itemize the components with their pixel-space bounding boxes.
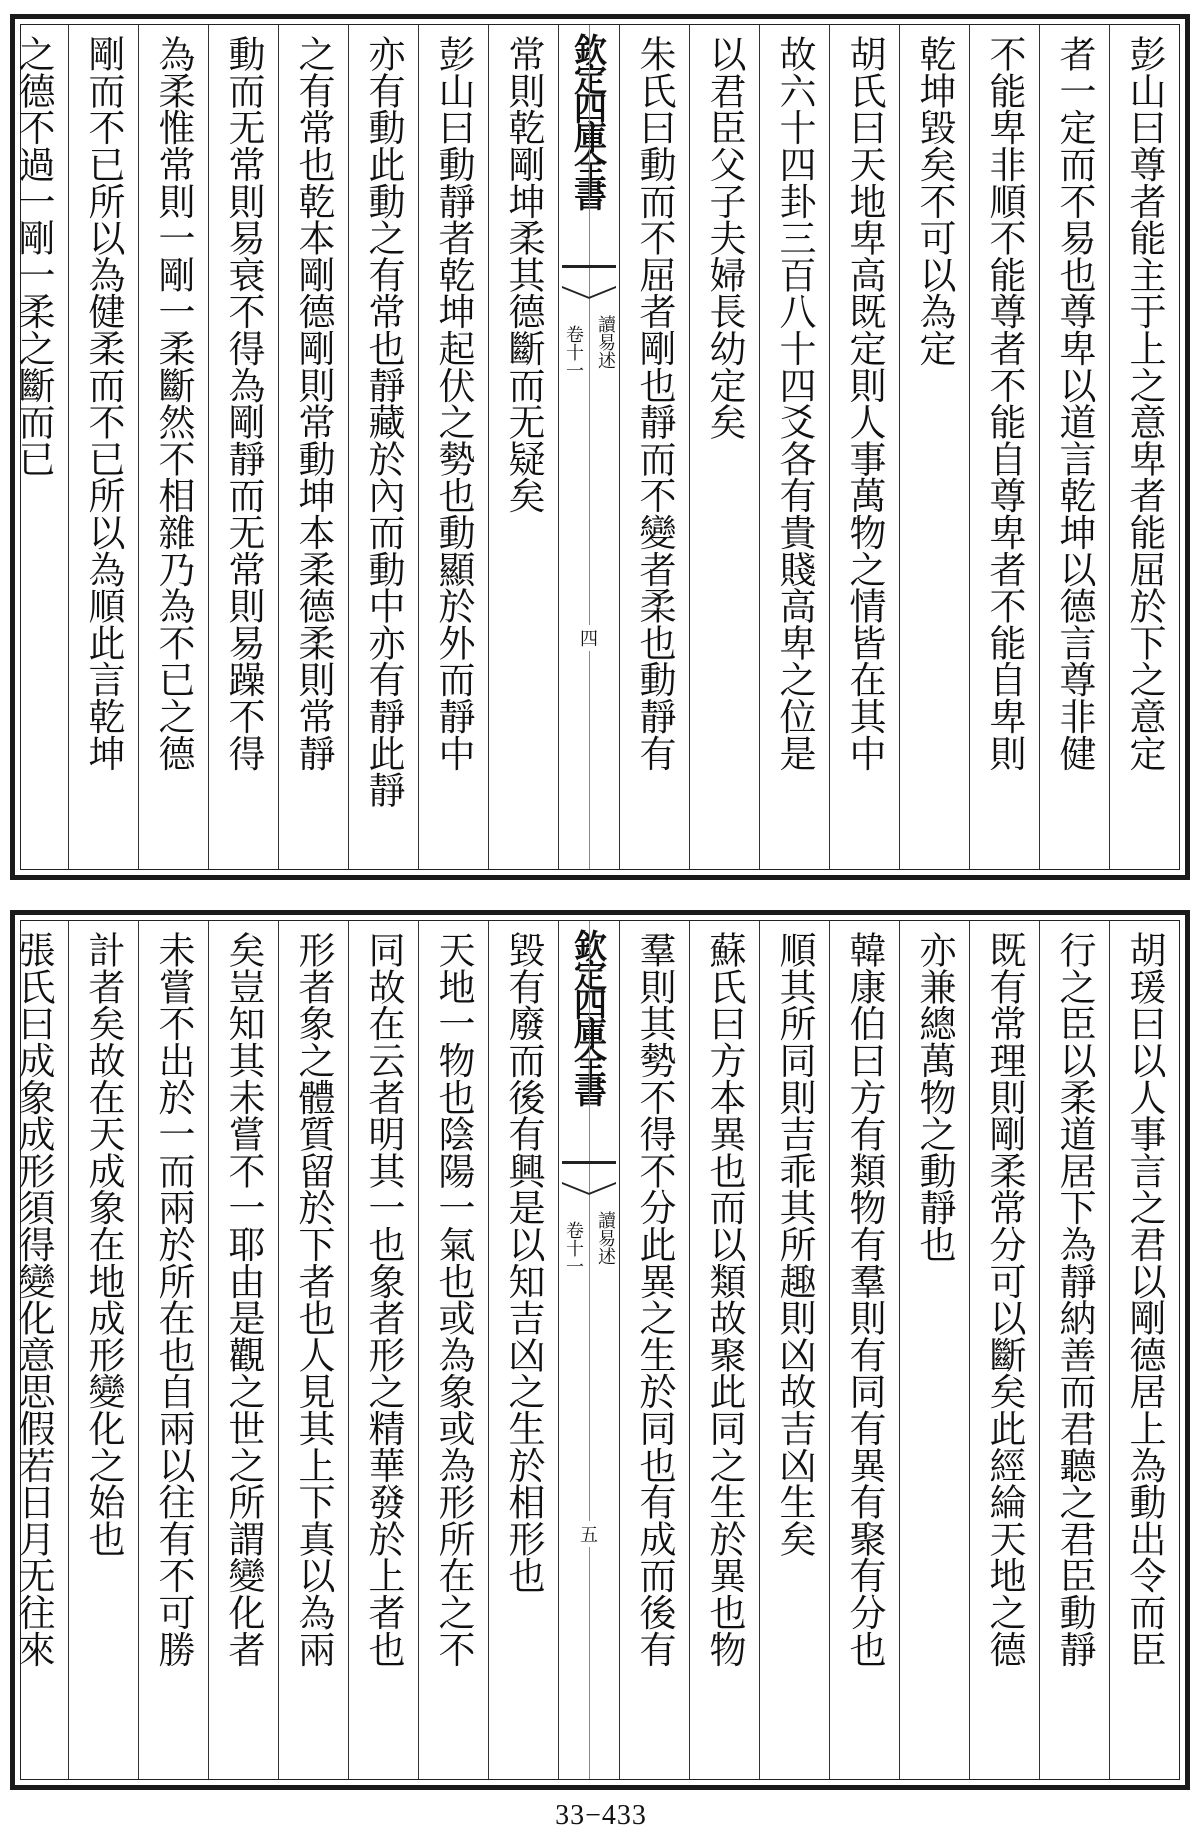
footer-page-number: 33−433 xyxy=(555,1800,647,1831)
text-column: 不能卑非順不能尊者不能自尊卑者不能自卑則 xyxy=(969,25,1039,869)
text-column: 彭山曰尊者能主于上之意卑者能屈於下之意定 xyxy=(1109,25,1179,869)
center-fold-margin xyxy=(558,25,619,869)
text-column: 羣則其勢不得不分此異之生於同也有成而後有 xyxy=(619,921,689,1779)
text-column: 亦有動此動之有常也靜藏於內而動中亦有靜此靜 xyxy=(348,25,418,869)
text-column: 順其所同則吉乖其所趣則凶故吉凶生矣 xyxy=(759,921,829,1779)
text-column: 乾坤毀矣不可以為定 xyxy=(899,25,969,869)
text-column: 矣豈知其未嘗不一耶由是觀之世之所謂變化者 xyxy=(208,921,278,1779)
text-column: 胡氏曰天地卑高既定則人事萬物之情皆在其中 xyxy=(829,25,899,869)
book-title: 讀易述 xyxy=(595,315,616,369)
text-column: 行之臣以柔道居下為靜納善而君聽之君臣動靜 xyxy=(1039,921,1109,1779)
text-column: 同故在云者明其一也象者形之精華發於上者也 xyxy=(348,921,418,1779)
text-column: 形者象之體質留於下者也人見其上下真以為兩 xyxy=(278,921,348,1779)
text-column: 彭山曰動靜者乾坤起伏之勢也動顯於外而靜中 xyxy=(418,25,488,869)
text-column: 毀有廢而後有興是以知吉凶之生於相形也 xyxy=(488,921,558,1779)
book-title: 讀易述 xyxy=(595,1211,616,1265)
page-number: 五 xyxy=(559,1521,619,1547)
center-rule xyxy=(589,921,590,1779)
center-rule xyxy=(589,25,590,869)
fish-tail-ornament xyxy=(562,1161,616,1186)
volume-label: 卷十一 xyxy=(563,325,584,379)
text-column: 計者矣故在天成象在地成形變化之始也 xyxy=(68,921,138,1779)
bottom-page-frame xyxy=(10,910,1190,1790)
text-column: 為柔惟常則一剛一柔斷然不相雜乃為不已之德 xyxy=(138,25,208,869)
text-column: 剛而不已所以為健柔而不已所以為順此言乾坤 xyxy=(68,25,138,869)
top-page-frame xyxy=(10,14,1190,880)
text-column: 蘇氏曰方本異也而以類故聚此同之生於異也物 xyxy=(689,921,759,1779)
text-column: 常則乾剛坤柔其德斷而无疑矣 xyxy=(488,25,558,869)
fish-tail-ornament xyxy=(562,265,616,290)
library-title: 欽定四庫全書 xyxy=(569,929,608,1103)
text-column: 以君臣父子夫婦長幼定矣 xyxy=(689,25,759,869)
page-number: 四 xyxy=(559,625,619,651)
text-column: 天地一物也陰陽一氣也或為象或為形所在之不 xyxy=(418,921,488,1779)
text-column: 故六十四卦三百八十四爻各有貴賤高卑之位是 xyxy=(759,25,829,869)
center-fold-margin xyxy=(558,921,619,1779)
text-column: 韓康伯曰方有類物有羣則有同有異有聚有分也 xyxy=(829,921,899,1779)
text-column: 未嘗不出於一而兩於所在也自兩以往有不可勝 xyxy=(138,921,208,1779)
text-column: 胡瑗曰以人事言之君以剛德居上為動出令而臣 xyxy=(1109,921,1179,1779)
text-column: 亦兼總萬物之動靜也 xyxy=(899,921,969,1779)
volume-label: 卷十一 xyxy=(563,1221,584,1275)
text-column: 張氏曰成象成形須得變化意思假若日月无往來 xyxy=(12,931,55,1668)
library-title: 欽定四庫全書 xyxy=(569,33,608,207)
text-column: 之德不過一剛一柔之斷而已 xyxy=(12,35,55,477)
text-column: 動而无常則易衰不得為剛靜而无常則易躁不得 xyxy=(208,25,278,869)
text-column: 之有常也乾本剛德剛則常動坤本柔德柔則常靜 xyxy=(278,25,348,869)
text-column: 者一定而不易也尊卑以道言乾坤以德言尊非健 xyxy=(1039,25,1109,869)
text-column: 既有常理則剛柔常分可以斷矣此經綸天地之德 xyxy=(969,921,1039,1779)
bottom-page-columns xyxy=(12,920,1180,1780)
top-page-columns xyxy=(12,24,1180,870)
text-column: 朱氏曰動而不屈者剛也靜而不變者柔也動靜有 xyxy=(619,25,689,869)
